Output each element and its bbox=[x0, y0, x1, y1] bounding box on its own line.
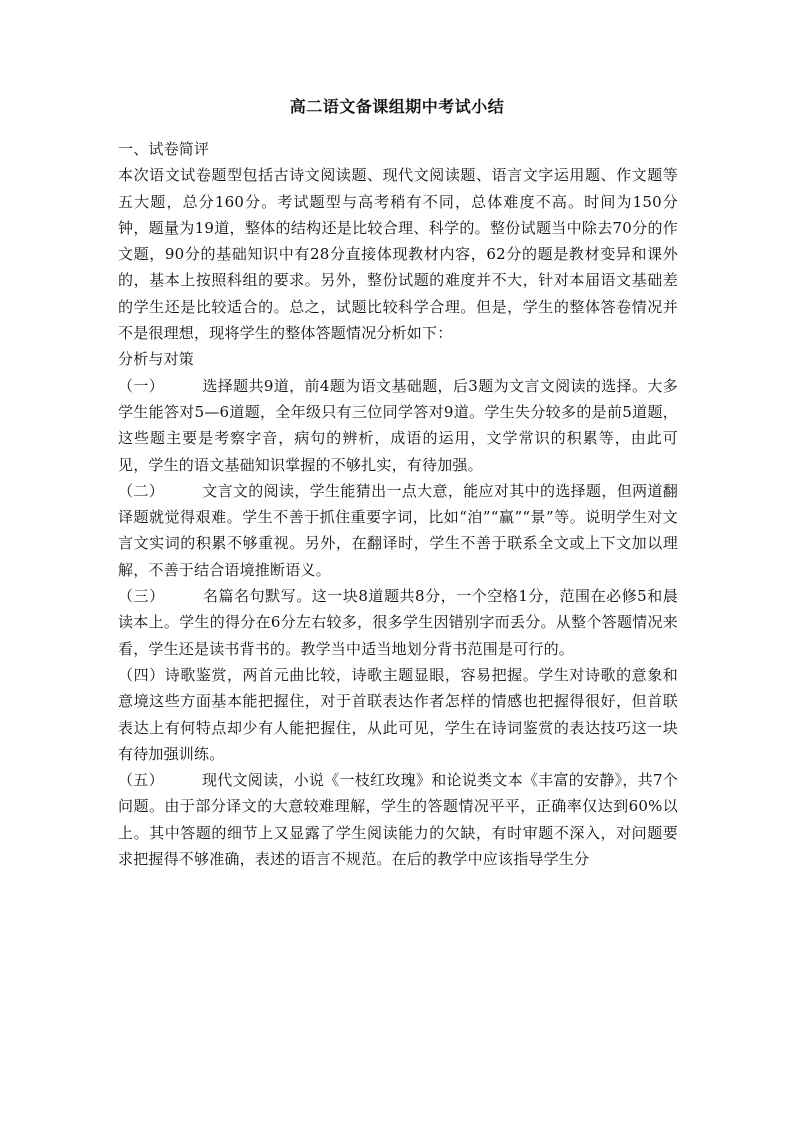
item-text: 现代文阅读，小说《一枝红玫瑰》和论说类文本《丰富的安静》，共7个问题。由于部分译文的大意较难理解，学生的答题情况平平，正确率仅达到60%以上。其中答题的细节上又显露了学生阅读能力的欠缺，有时审题不深入，对问题要求把握得不够准确，表述的语言不规范。在后的教学中应该指导学生分 bbox=[118, 771, 678, 869]
analysis-item-3 bbox=[118, 583, 678, 662]
analysis-item-4 bbox=[118, 662, 678, 767]
analysis-item-2 bbox=[118, 478, 678, 583]
item-label: （二） bbox=[118, 481, 165, 500]
section-paragraph-review: 本次语文试卷题型包括古诗文阅读题、现代文阅读题、语言文字运用题、作文题等五大题，总分160分。考试题型与高考稍有不同，总体难度不高。时间为150分钟，题量为19道，整体的结构还是比较合理、科学的。整份试题当中除去70分的作文题，90分的基础知识中有28分直接体现教材内容，62分的题是教材变异和课外的，基本上按照科组的要求。另外，整份试题的难度并不大，针对本届语文基础差的学生还是比较适合的。总之，试题比较科学合理。但是，学生的整体答卷情况并不是很理想，现将学生的整体答题情况分析如下： bbox=[118, 166, 678, 343]
analysis-item-5 bbox=[118, 767, 678, 872]
item-text: 名篇名句默写。这一块8道题共8分，一个空格1分，范围在必修5和晨读本上。学生的得分在6分左右较多，很多学生因错别字而丢分。从整个答题情况来看，学生还是读书背书的。教学当中适当地划分背书范围是可行的。 bbox=[118, 587, 679, 658]
section-heading-analysis: 分析与对策 bbox=[118, 350, 195, 369]
item-text: 文言文的阅读，学生能猜出一点大意，能应对其中的选择题，但两道翻译题就觉得艰难。学生不善于抓住重要字词，比如“洎”“赢”“景”等。说明学生对文言文实词的积累不够重视。另外，在翻译时，学生不善于联系全文或上下文加以理解，不善于结合语境推断语义。 bbox=[118, 481, 678, 579]
item-text: 诗歌鉴赏，两首元曲比较，诗歌主题显眼，容易把握。学生对诗歌的意象和意境这些方面基本能把握住，对于首联表达作者怎样的情感也把握得很好，但首联表达上有何特点却少有人能把握住，从此可见，学生在诗词鉴赏的表达技巧这一块有待加强训练。 bbox=[118, 665, 678, 763]
item-label: （一） bbox=[118, 376, 165, 395]
item-label: （三） bbox=[118, 587, 165, 606]
section-heading-review: 一、试卷简评 bbox=[118, 140, 210, 158]
document-title: 高二语文备课组期中考试小结 bbox=[289, 97, 505, 116]
item-label: （五） bbox=[118, 771, 164, 790]
analysis-item-1 bbox=[118, 373, 678, 478]
item-label: （四） bbox=[118, 665, 165, 684]
item-text: 选择题共9道，前4题为语文基础题，后3题为文言文阅读的选择。大多学生能答对5—6道题，全年级只有三位同学答对9道。学生失分较多的是前5道题，这些题主要是考察字音，病句的辨析，成语的运用，文学常识的积累等，由此可见，学生的语文基础知识掌握的不够扎实，有待加强。 bbox=[118, 376, 678, 474]
document-body bbox=[118, 136, 678, 872]
